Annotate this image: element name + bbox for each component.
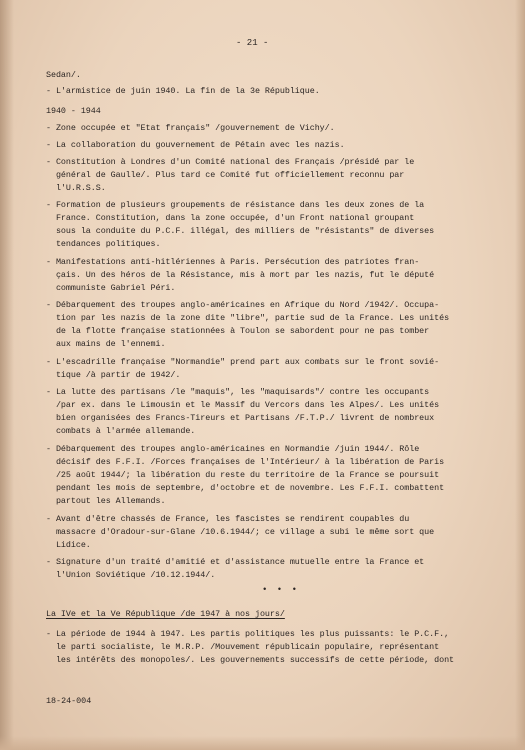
text-line: aux mains de l'ennemi. [46,339,166,349]
text-line: Lidice. [46,540,91,550]
text-line: de la flotte française stationnées à Toulon se sabordent pour ne pas tomber [46,326,430,336]
text-line: - L'escadrille française "Normandie" prend part aux combats sur le front sovié- [46,357,440,367]
text-line: - La lutte des partisans /le "maquis", les "maquisards"/ contre les occupants [46,387,430,397]
text-line: /par ex. dans le Limousin et le Massif du Vercors dans les Alpes/. Les unités [46,400,440,410]
text-line: - Avant d'être chassés de France, les fascistes se rendirent coupables du [46,514,410,524]
section-separator: • • • [262,585,300,595]
text-line: massacre d'Oradour-sur-Glane /10.6.1944/; ce village a subi le même sort que [46,527,435,537]
text-line: - La période de 1944 à 1947. Les partis politiques les plus puissants: le P.C.F., [46,629,450,639]
text-line: combats à l'armée allemande. [46,426,196,436]
text-line: - La collaboration du gouvernement de Pétain avec les nazis. [46,140,345,150]
text-line: tion par les nazis de la zone dite "libre", partie sud de la France. Les unités [46,313,450,323]
text-line: 1940 - 1944 [46,106,101,116]
text-line: tique /à partir de 1942/. [46,370,181,380]
footer-code: 18-24-004 [46,696,92,706]
text-line: - Formation de plusieurs groupements de résistance dans les deux zones de la [46,200,425,210]
text-line: - Manifestations anti-hitlériennes à Paris. Persécution des patriotes fran- [46,257,420,267]
text-line: - Débarquement des troupes anglo-américaines en Normandie /juin 1944/. Rôle [46,444,420,454]
page-edge-shadow-left [0,0,14,750]
page-edge-shadow-right [515,0,525,750]
text-line: Sedan/. [46,70,81,80]
text-line: - Zone occupée et "Etat français" /gouvernement de Vichy/. [46,123,335,133]
text-line: çais. Un des héros de la Résistance, mis à mort par les nazis, fut le député [46,270,435,280]
section-heading: La IVe et la Ve République /de 1947 à nos jours/ [46,609,285,619]
text-line: décisif des F.F.I. /Forces françaises de l'Intérieur/ à la libération de Paris [46,457,445,467]
text-line: sous la conduite du P.C.F. illégal, des milliers de "résistants" de diverses [46,226,435,236]
text-line: général de Gaulle/. Plus tard ce Comité fut officiellement reconnu par [46,170,405,180]
text-line: l'U.R.S.S. [46,183,106,193]
text-line: - Signature d'un traité d'amitié et d'assistance mutuelle entre la France et [46,557,425,567]
text-line: pendant les mois de septembre, d'octobre et de novembre. Les F.F.I. combattent [46,483,445,493]
text-line: partout les Allemands. [46,496,166,506]
text-line: - Débarquement des troupes anglo-américaines en Afrique du Nord /1942/. Occupa- [46,300,440,310]
text-line: - L'armistice de juin 1940. La fin de la 3e République. [46,86,320,96]
text-line: les intérêts des monopoles/. Les gouvernements successifs de cette période, dont [46,655,455,665]
page-edge-shadow-bottom [0,736,525,750]
text-line: /25 août 1944/; la libération du reste du territoire de la France se poursuit [46,470,440,480]
text-line: l'Union Soviétique /10.12.1944/. [46,570,216,580]
text-line: - Constitution à Londres d'un Comité national des Français /présidé par le [46,157,415,167]
page-number: - 21 - [236,38,269,48]
text-line: communiste Gabriel Péri. [46,283,176,293]
text-line: France. Constitution, dans la zone occupée, d'un Front national groupant [46,213,415,223]
text-line: bien organisées des Francs-Tireurs et Partisans /F.T.P./ livrent de nombreux [46,413,435,423]
text-line: tendances politiques. [46,239,161,249]
text-line: le parti socialiste, le M.R.P. /Mouvement républicain populaire, représentant [46,642,440,652]
